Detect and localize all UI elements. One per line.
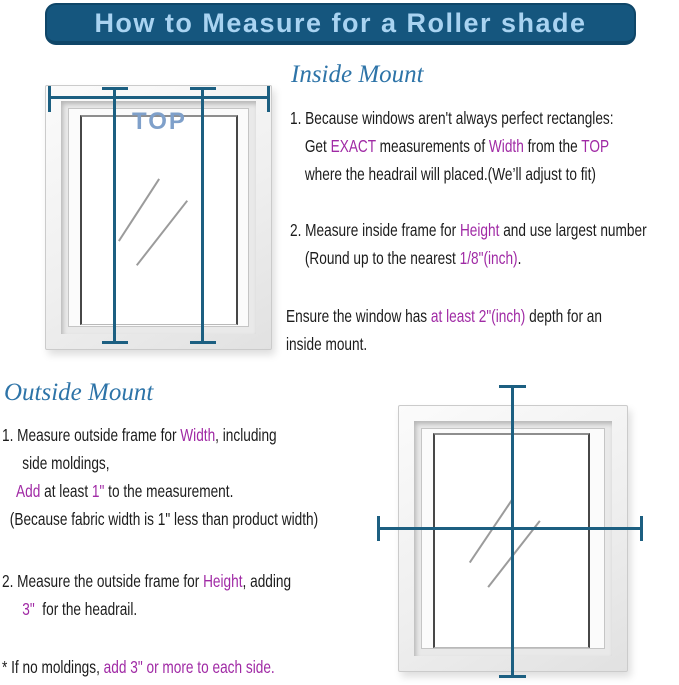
outside-mount-moldings-note — [2, 653, 275, 681]
text-run: at least — [40, 481, 92, 501]
text-run: * If no moldings, — [2, 657, 104, 677]
text-run: side moldings, — [22, 453, 110, 473]
text-run: Width — [180, 425, 216, 445]
text-run: 1. Because windows aren't always perfect rectangles: — [290, 108, 614, 128]
glass-reflection-line — [136, 200, 188, 266]
text-run: to the measurement. — [104, 481, 234, 501]
window-glass — [80, 115, 238, 325]
text-line — [290, 104, 614, 132]
text-run: 2. Measure the outside frame for — [2, 571, 204, 591]
glass-reflection-line — [487, 520, 540, 587]
guide-cap-bottom — [102, 341, 128, 344]
width-measure-line — [49, 96, 270, 99]
text-line — [2, 449, 318, 477]
height-measure-line — [511, 386, 514, 678]
inside-mount-heading: Inside Mount — [291, 61, 424, 88]
text-line — [290, 160, 614, 188]
text-run: inside mount. — [286, 334, 368, 354]
text-line — [2, 567, 291, 595]
inside-mount-step-1 — [290, 104, 614, 188]
text-run: Height — [459, 220, 500, 240]
text-line — [290, 244, 647, 272]
text-line — [2, 421, 318, 449]
text-run: measurements of — [375, 136, 489, 156]
text-run: Ensure the window has — [286, 306, 431, 326]
text-run: 3" — [22, 599, 35, 619]
text-line — [2, 477, 318, 505]
height-measure-cap-top — [499, 385, 526, 388]
text-line — [286, 302, 602, 330]
text-line — [2, 505, 318, 533]
width-measure-tick-right — [267, 86, 270, 112]
text-run: , adding — [242, 571, 292, 591]
text-run: 1. Measure outside frame for — [2, 425, 181, 445]
text-run: Get — [304, 136, 331, 156]
text-run: 1/8"(inch) — [459, 248, 518, 268]
text-run: EXACT — [330, 136, 376, 156]
text-run: add 3" or more to each side. — [103, 657, 275, 677]
text-run: . — [517, 248, 522, 268]
text-run: 1" — [91, 481, 105, 501]
text-line — [290, 216, 647, 244]
inside-mount-depth-note — [286, 302, 602, 358]
height-measure-cap-bottom — [499, 675, 526, 678]
guide-cap-bottom — [190, 341, 216, 344]
top-label: TOP — [132, 108, 187, 135]
text-line — [2, 595, 291, 623]
text-run: , including — [215, 425, 277, 445]
text-line — [286, 330, 602, 358]
text-line — [290, 132, 614, 160]
text-run: 2. Measure inside frame for — [290, 220, 460, 240]
text-run: at least 2"(inch) — [430, 306, 526, 326]
text-run: TOP — [581, 136, 610, 156]
guide-cap-top — [102, 87, 128, 90]
text-run: from the — [523, 136, 582, 156]
text-run: Height — [203, 571, 243, 591]
width-measure-tick-left — [377, 516, 380, 541]
vertical-guide-line-left — [113, 88, 116, 344]
text-run: depth for an — [525, 306, 602, 326]
inside-mount-step-2 — [290, 216, 647, 272]
vertical-guide-line-right — [201, 88, 204, 344]
text-run: and use largest number — [499, 220, 647, 240]
text-line — [2, 653, 275, 681]
width-measure-line — [378, 527, 642, 530]
text-run: Add — [16, 481, 41, 501]
text-run: (Because fabric width is 1" less than product width) — [9, 509, 319, 529]
text-run: where the headrail will placed.(We’ll adjust to fit) — [304, 164, 596, 184]
page-title: How to Measure for a Roller shade — [94, 7, 587, 38]
header-banner — [45, 3, 636, 45]
outside-mount-step-2 — [2, 567, 291, 623]
glass-reflection-line — [469, 499, 513, 563]
width-measure-tick-right — [640, 516, 643, 541]
outside-mount-heading: Outside Mount — [4, 379, 154, 406]
outside-mount-step-1 — [2, 421, 318, 533]
width-measure-tick-left — [48, 86, 51, 112]
text-run: (Round up to the nearest — [304, 248, 460, 268]
text-run: for the headrail. — [34, 599, 138, 619]
guide-cap-top — [190, 87, 216, 90]
glass-reflection-line — [118, 178, 160, 241]
text-run: Width — [488, 136, 524, 156]
